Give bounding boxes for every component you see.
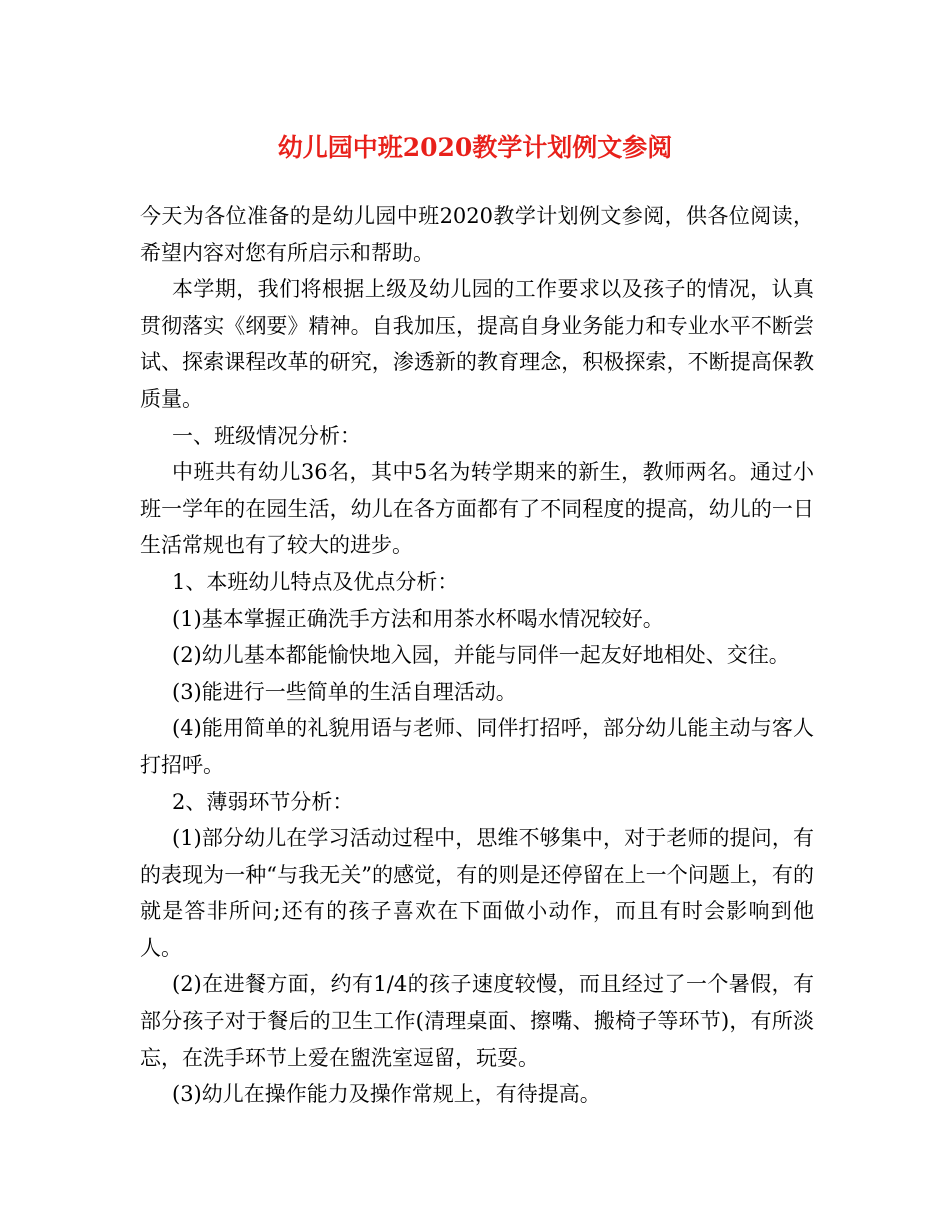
document-title: 幼儿园中班2020教学计划例文参阅 (277, 133, 673, 162)
list-item: (4)能用简单的礼貌用语与老师、同伴打招呼，部分幼儿能主动与客人打招呼。 (140, 716, 814, 777)
intro-paragraph: 今天为各位准备的是幼儿园中班2020教学计划例文参阅，供各位阅读，希望内容对您有所启示和帮助。 (140, 204, 814, 265)
body-paragraph: 本学期，我们将根据上级及幼儿园的工作要求以及孩子的情况，认真贯彻落实《纲要》精神。自我加压，提高自身业务能力和专业水平不断尝试、探索课程改革的研究，渗透新的教育理念，积极探索，不断提高保教质量。 (140, 277, 814, 411)
list-item: (2)幼儿基本都能愉快地入园，并能与同伴一起友好地相处、交往。 (172, 643, 790, 668)
list-item: (3)能进行一些简单的生活自理活动。 (172, 679, 517, 704)
list-item: (1)部分幼儿在学习活动过程中，思维不够集中，对于老师的提问，有的表现为一种“与我无关”的感觉，有的则是还停留在上一个问题上，有的就是答非所问;还有的孩子喜欢在下面做小动作，而且有时会影响到他人。 (140, 826, 814, 960)
list-item: (1)基本掌握正确洗手方法和用茶水杯喝水情况较好。 (172, 606, 664, 631)
document-body (140, 198, 814, 1113)
section-heading: 一、班级情况分析： (172, 423, 361, 448)
list-item: (2)在进餐方面，约有1/4的孩子速度较慢，而且经过了一个暑假，有部分孩子对于餐后的卫生工作(清理桌面、擦嘴、搬椅子等环节)，有所淡忘，在洗手环节上爱在盥洗室逗留，玩耍。 (140, 972, 814, 1070)
subsection-heading: 2、薄弱环节分析： (172, 789, 354, 814)
list-item: (3)幼儿在操作能力及操作常规上，有待提高。 (172, 1082, 601, 1107)
body-paragraph: 中班共有幼儿36名，其中5名为转学期来的新生，教师两名。通过小班一学年的在园生活，幼儿在各方面都有了不同程度的提高，幼儿的一日生活常规也有了较大的进步。 (140, 460, 814, 558)
subsection-heading: 1、本班幼儿特点及优点分析： (172, 569, 459, 594)
